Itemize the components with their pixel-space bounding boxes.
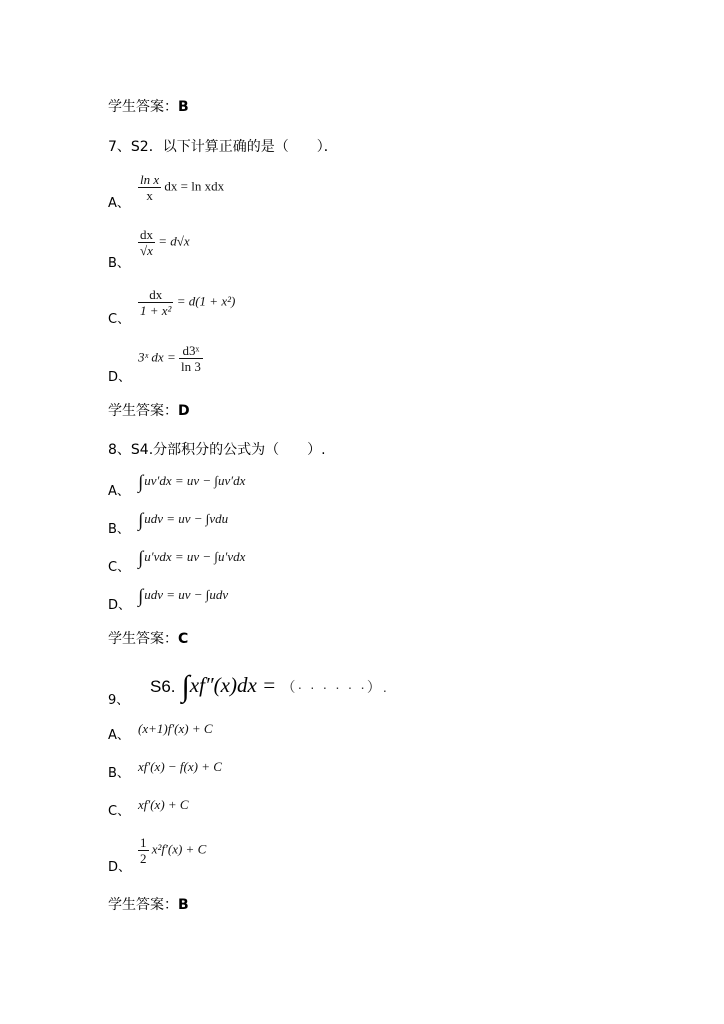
q9-option-b-formula: xf′(x) − f(x) + C [138,759,222,774]
q7-option-c-label: C、 [108,312,131,327]
q7-option-a-label: A、 [108,196,130,211]
q9-option-d-formula: $\frac{1}{2}$ x²f′(x) + C [140,835,207,866]
student-answer-q7: 学生答案：D [108,403,190,419]
q7-option-b-label: B、 [108,256,130,271]
integral-icon: ∫ [138,548,144,569]
q7-option-a-formula: $\frac{\text{ln x}}{x}$ dx = ln xdx [140,172,225,203]
q8-option-a-label: A、 [108,484,130,499]
question-9-number: 9、 [108,693,130,708]
integral-icon: ∫ [138,510,144,531]
q9-option-c-label: C、 [108,804,131,819]
answer-value: B [178,99,189,115]
integral-icon: ∫ [181,670,190,703]
q8-option-d-formula: ∫udv = uv − ∫udv [138,586,229,607]
q7-option-c-formula: $\frac{dx}{\text{1 + x²}}$ = d(1 + x²) [140,287,236,318]
q7-option-d-label: D、 [108,370,132,385]
question-7-stem: 7、S2．以下计算正确的是（ ）． [108,139,338,155]
q9-option-a-formula: (x+1)f′(x) + C [138,721,213,736]
q8-option-b-label: B、 [108,522,130,537]
q7-option-b-formula: $\frac{dx}{√x}$ = d√x [140,227,190,258]
q8-option-d-label: D、 [108,598,132,613]
q9-option-c-formula: xf′(x) + C [138,797,189,812]
question-8-stem: 8、S4.分部积分的公式为（ ）. [108,442,326,458]
q7-option-d-formula: 3ˣ dx = $\frac{\text{d3ˣ}}{\ln 3}$ [138,343,201,374]
q9-option-a-label: A、 [108,728,130,743]
q8-option-a-formula: ∫uv′dx = uv − ∫uv′dx [138,472,246,493]
q9-option-b-label: B、 [108,766,130,781]
student-answer-q9: 学生答案：B [108,897,189,913]
q8-option-c-formula: ∫u′vdx = uv − ∫u′vdx [138,548,246,569]
q8-option-b-formula: ∫udv = uv − ∫vdu [138,510,229,531]
answer-label: 学生答案： [108,99,178,115]
q8-option-c-label: C、 [108,560,131,575]
integral-icon: ∫ [138,472,144,493]
student-answer-q6 [108,98,189,116]
q9-option-d-label: D、 [108,860,132,875]
student-answer-q8: 学生答案：C [108,631,189,647]
integral-icon: ∫ [138,586,144,607]
question-9-stem: S6. ∫xf″(x)dx = （· · · · · ·）. [150,670,389,703]
